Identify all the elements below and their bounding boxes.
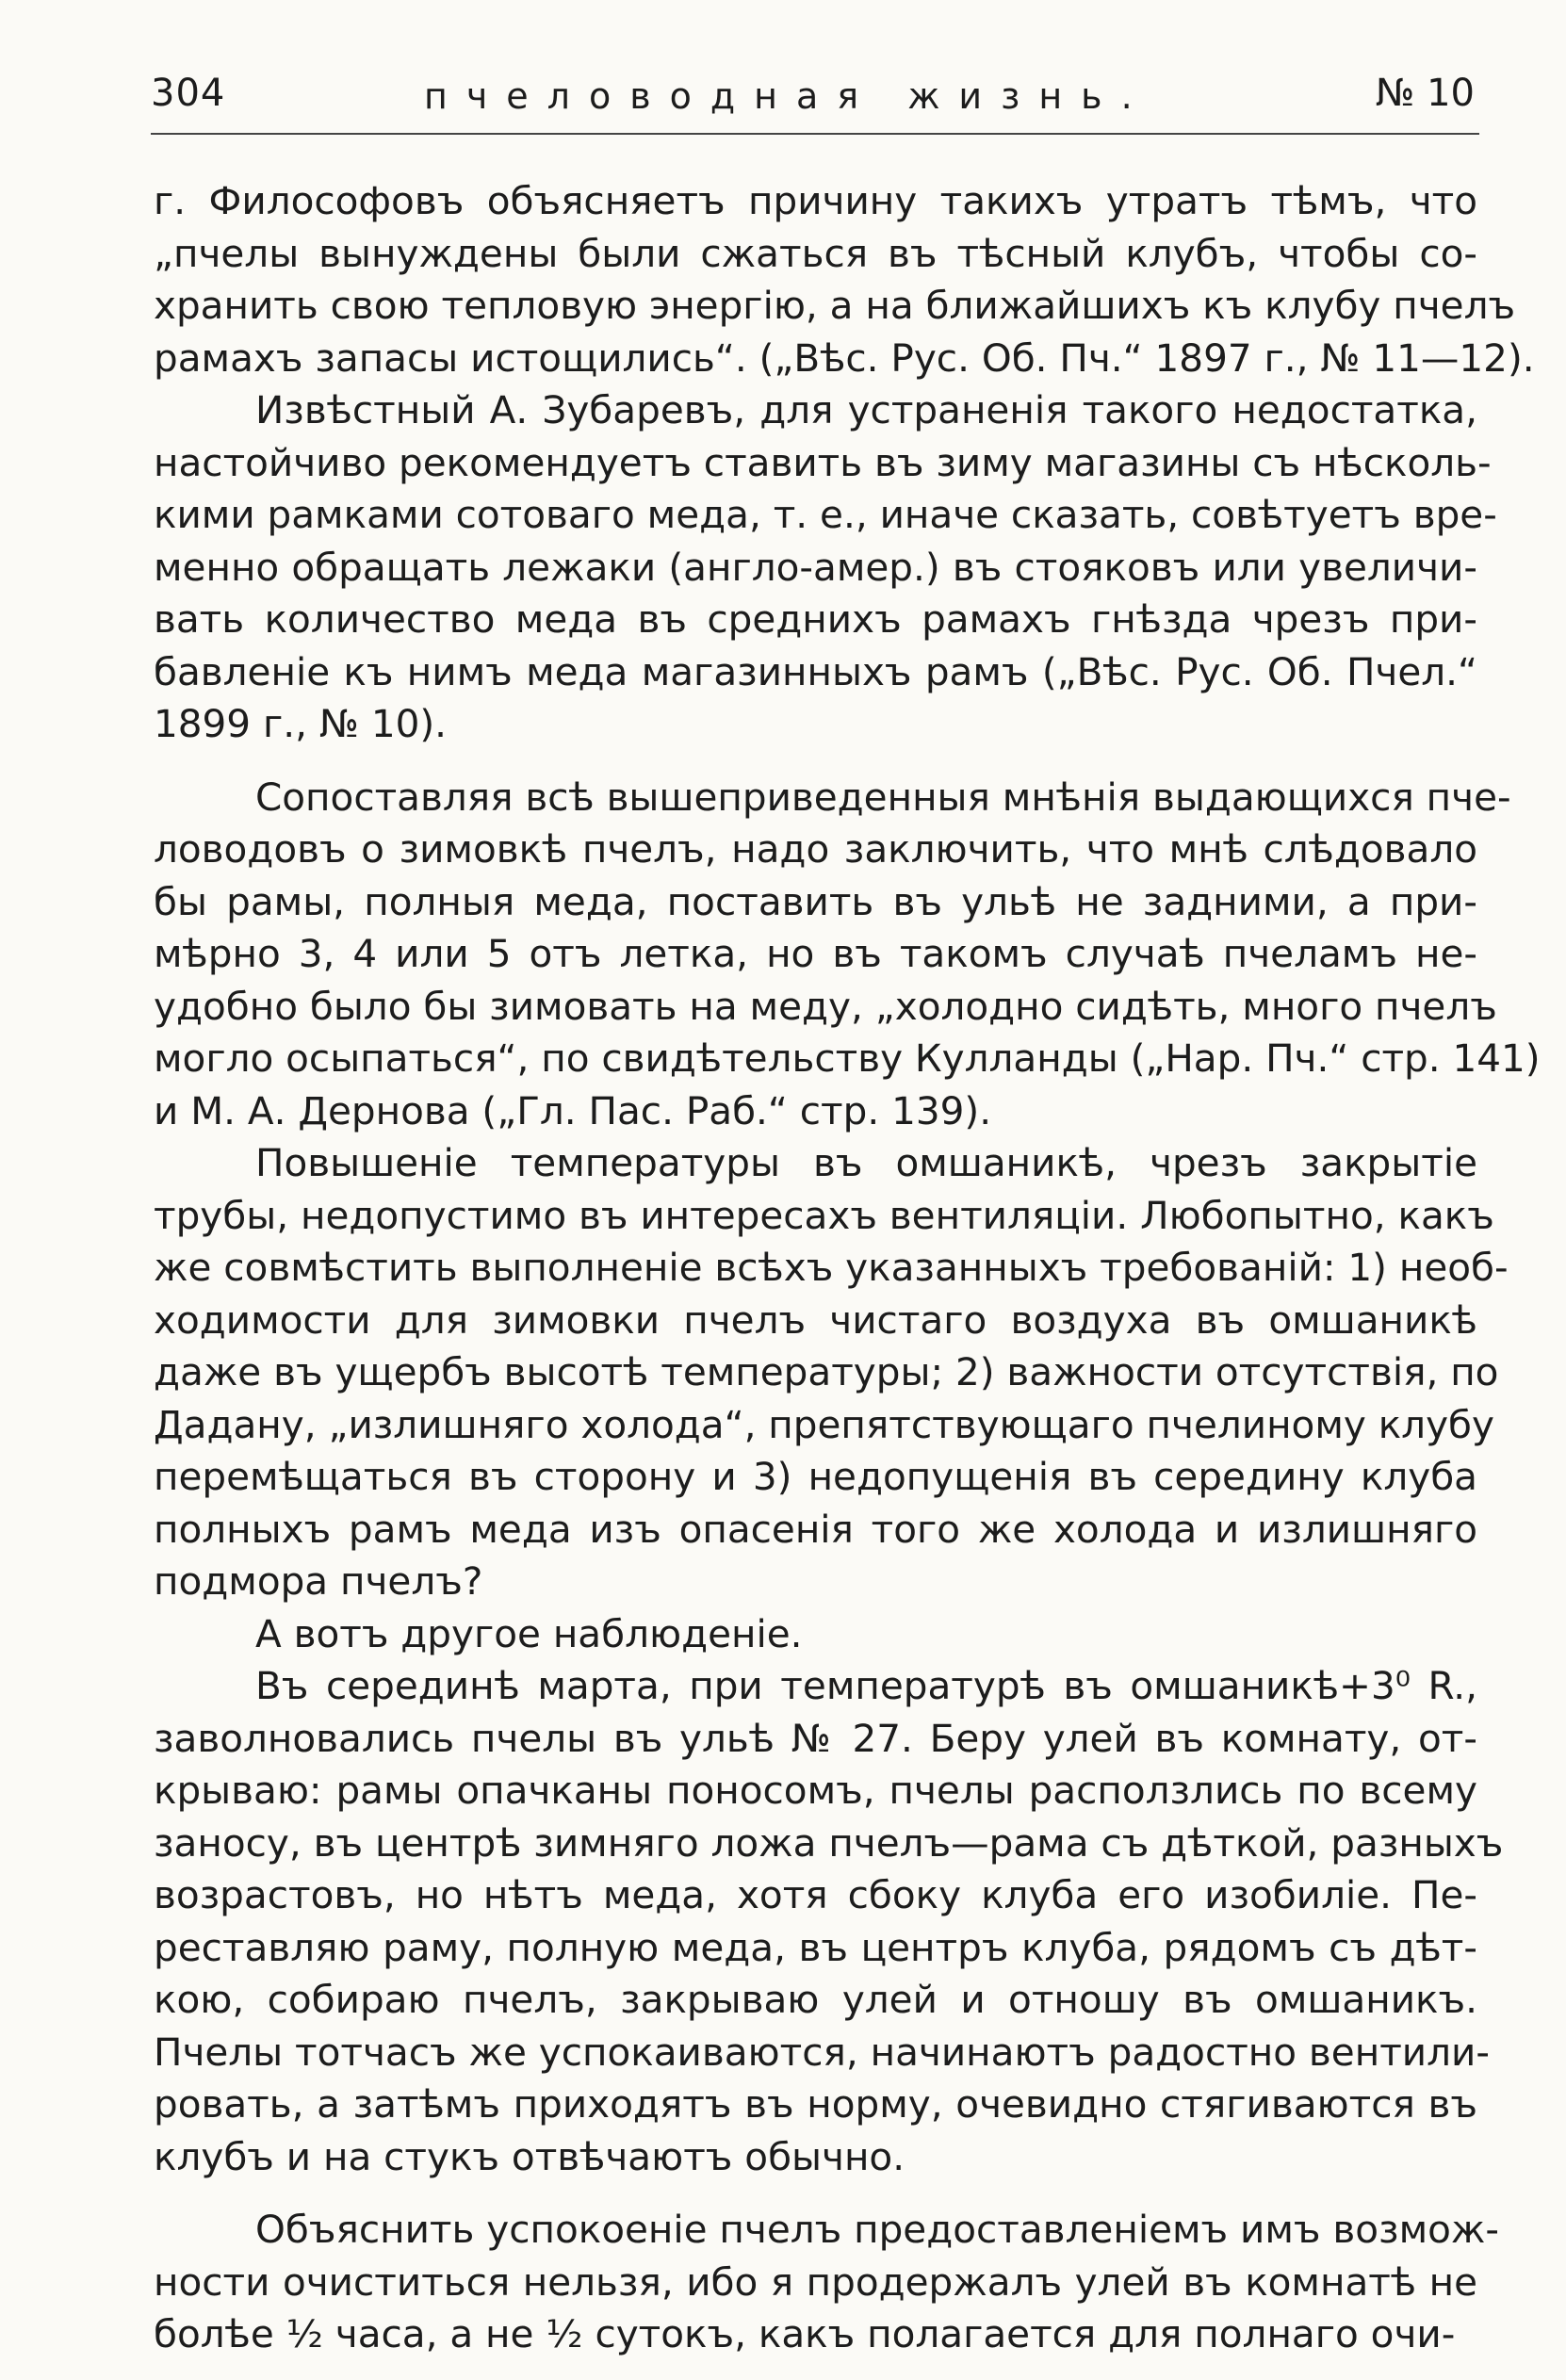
page-header	[151, 68, 1475, 132]
text-line: хранить свою тепловую энергію, а на ближайшихъ къ клубу пчелъ	[154, 283, 1516, 328]
text-line: бавленіе къ нимъ меда магазинныхъ рамъ („Вѣс. Рус. Об. Пчел.“	[154, 648, 1477, 694]
text-line: возрастовъ, но нѣтъ меда, хотя сбоку клуба его изобиліе. Пе-	[154, 1872, 1477, 1917]
header-rule	[151, 133, 1479, 135]
text-line: болѣе ½ часа, а не ½ сутокъ, какъ полагается для полнаго очи-	[154, 2311, 1456, 2356]
text-line: Сопоставляя всѣ вышеприведенныя мнѣнія выдающихся пче-	[255, 774, 1511, 820]
text-line: же совмѣстить выполненіе всѣхъ указанныхъ требованій: 1) необ-	[154, 1245, 1509, 1290]
text-line: ходимости для зимовки пчелъ чистаго воздуха въ омшаникѣ	[154, 1296, 1477, 1343]
text-line: перемѣщаться въ сторону и 3) недопущенія въ середину клуба	[154, 1454, 1477, 1499]
text-line: даже въ ущербъ высотѣ температуры; 2) важности отсутствія, по	[154, 1349, 1499, 1394]
paragraph-gap	[154, 2183, 1477, 2204]
paragraph-p6	[154, 1660, 1504, 2183]
text-line: крываю: рамы опачканы поносомъ, пчелы расползлись по всему	[154, 1768, 1477, 1813]
text-line: бы рамы, полныя меда, поставить въ ульѣ не задними, а при-	[154, 878, 1477, 924]
text-line: „пчелы вынуждены были сжаться въ тѣсный клубъ, чтобы со-	[154, 230, 1477, 276]
paragraph-p2	[154, 384, 1497, 751]
text-line: удобно было бы зимовать на меду, „холодно сидѣть, много пчелъ	[154, 983, 1497, 1029]
running-title: пчеловодная жизнь.	[424, 75, 1151, 117]
text-line: Объяснить успокоеніе пчелъ предоставленіемъ имъ возмож-	[255, 2207, 1500, 2252]
text-line: кою, собираю пчелъ, закрываю улей и отношу въ омшаникъ.	[154, 1977, 1477, 2022]
text-line: настойчиво рекомендуетъ ставить въ зиму магазины съ нѣсколь-	[154, 439, 1492, 485]
text-line: кими рамками сотоваго меда, т. е., иначе сказать, совѣтуетъ вре-	[154, 492, 1497, 537]
text-line: могло осыпаться“, по свидѣтельству Кулланды („Нар. Пч.“ стр. 141)	[154, 1035, 1541, 1081]
text-line: Извѣстный А. Зубаревъ, для устраненія такого недостатка,	[255, 387, 1477, 432]
text-line: Въ серединѣ марта, при температурѣ въ омшаникѣ+3⁰ R.,	[255, 1663, 1477, 1708]
text-line: полныхъ рамъ меда изъ опасенія того же холода и излишняго	[154, 1506, 1477, 1552]
text-line: ловодовъ о зимовкѣ пчелъ, надо заключить, что мнѣ слѣдовало	[154, 826, 1477, 872]
body-text	[154, 175, 1541, 2361]
text-line: ности очиститься нельзя, ибо я продержалъ улей въ комнатѣ не	[154, 2258, 1477, 2305]
paragraph-p1	[154, 175, 1535, 384]
text-line: Пчелы тотчасъ же успокаиваются, начинаютъ радостно вентили-	[154, 2029, 1490, 2075]
issue-number: № 10	[1375, 72, 1475, 115]
text-line: рамахъ запасы истощились“. („Вѣс. Рус. Об. Пч.“ 1897 г., № 11—12).	[154, 334, 1535, 381]
text-line: клубъ и на стукъ отвѣчаютъ обычно.	[154, 2133, 905, 2179]
text-line: 1899 г., № 10).	[154, 701, 448, 746]
text-line: вать количество меда въ среднихъ рамахъ гнѣзда чрезъ при-	[154, 596, 1477, 642]
text-line: мѣрно 3, 4 или 5 отъ летка, но въ такомъ случаѣ пчеламъ не-	[154, 931, 1477, 976]
text-line: и М. А. Дернова („Гл. Пас. Раб.“ стр. 139).	[154, 1087, 992, 1133]
paragraph-p5	[154, 1608, 1477, 1661]
text-line: Повышеніе температуры въ омшаникѣ, чрезъ закрытіе	[255, 1140, 1477, 1185]
page-number: 304	[151, 72, 226, 115]
paragraph-p3	[154, 772, 1541, 1138]
text-line: ровать, а затѣмъ приходятъ въ норму, очевидно стягиваются въ	[154, 2081, 1477, 2127]
text-line: реставляю раму, полную меда, въ центръ клуба, рядомъ съ дѣт-	[154, 1924, 1477, 1970]
paragraph-p4	[154, 1137, 1509, 1608]
paragraph-p7	[154, 2204, 1500, 2361]
text-line: г. Философовъ объясняетъ причину такихъ утратъ тѣмъ, что	[154, 178, 1477, 223]
paragraph-gap	[154, 751, 1477, 772]
text-line: заволновались пчелы въ ульѣ № 27. Беру улей въ комнату, от-	[154, 1715, 1477, 1761]
text-line: А вотъ другое наблюденіе.	[255, 1610, 803, 1656]
text-line: заносу, въ центрѣ зимняго ложа пчелъ—рама съ дѣткой, разныхъ	[154, 1819, 1504, 1866]
text-line: Дадану, „излишняго холода“, препятствующаго пчелиному клубу	[154, 1401, 1494, 1447]
text-line: трубы, недопустимо въ интересахъ вентиляціи. Любопытно, какъ	[154, 1192, 1494, 1238]
text-line: подмора пчелъ?	[154, 1558, 483, 1604]
text-line: менно обращать лежаки (англо-амер.) въ стояковъ или увеличи-	[154, 544, 1477, 590]
